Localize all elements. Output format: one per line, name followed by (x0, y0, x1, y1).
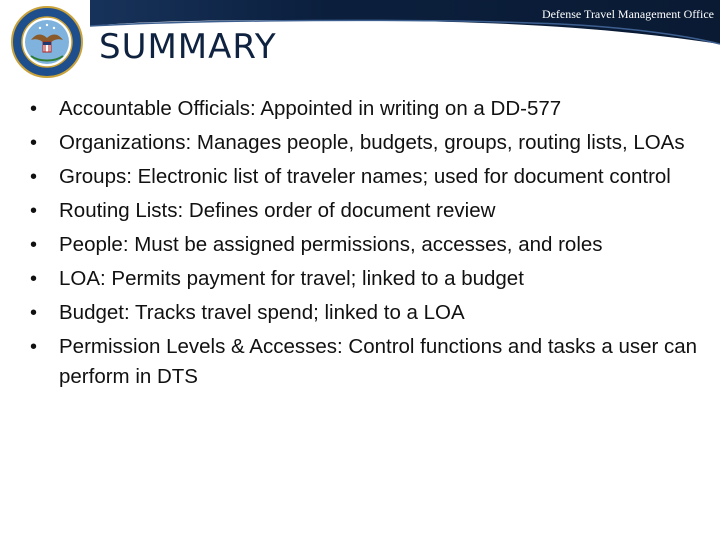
bullet-text: LOA: Permits payment for travel; linked to a budget (59, 267, 524, 290)
bullet-text: People: Must be assigned permissions, accesses, and roles (59, 233, 603, 256)
list-item (30, 298, 702, 328)
list-item (30, 162, 702, 192)
bullet-dot-icon: • (30, 234, 38, 256)
list-item (30, 230, 702, 260)
bullet-dot-icon: • (30, 166, 38, 188)
bullet-text: Permission Levels & Accesses: Control functions and tasks a user can perform in DTS (59, 335, 698, 388)
bullet-text: Accountable Officials: Appointed in writing on a DD-577 (59, 97, 562, 120)
bullet-text: Groups: Electronic list of traveler names; used for document control (59, 165, 671, 188)
bullet-dot-icon: • (30, 268, 38, 290)
page-title: SUMMARY (99, 27, 277, 67)
list-item (30, 94, 702, 124)
org-label: Defense Travel Management Office (541, 7, 714, 21)
bullet-dot-icon: • (30, 200, 38, 222)
list-item (30, 264, 702, 294)
bullet-dot-icon: • (30, 98, 38, 120)
dod-seal-icon (9, 4, 85, 80)
list-item (30, 196, 702, 226)
bullet-dot-icon: • (30, 336, 38, 358)
bullet-dot-icon: • (30, 302, 38, 324)
list-item (30, 128, 702, 158)
bullet-text: Organizations: Manages people, budgets, groups, routing lists, LOAs (59, 131, 685, 154)
bullet-dot-icon: • (30, 132, 38, 154)
list-item (30, 332, 702, 392)
bullet-text: Routing Lists: Defines order of document review (59, 199, 496, 222)
bullet-text: Budget: Tracks travel spend; linked to a LOA (59, 301, 465, 324)
summary-bullet-list (30, 94, 702, 396)
